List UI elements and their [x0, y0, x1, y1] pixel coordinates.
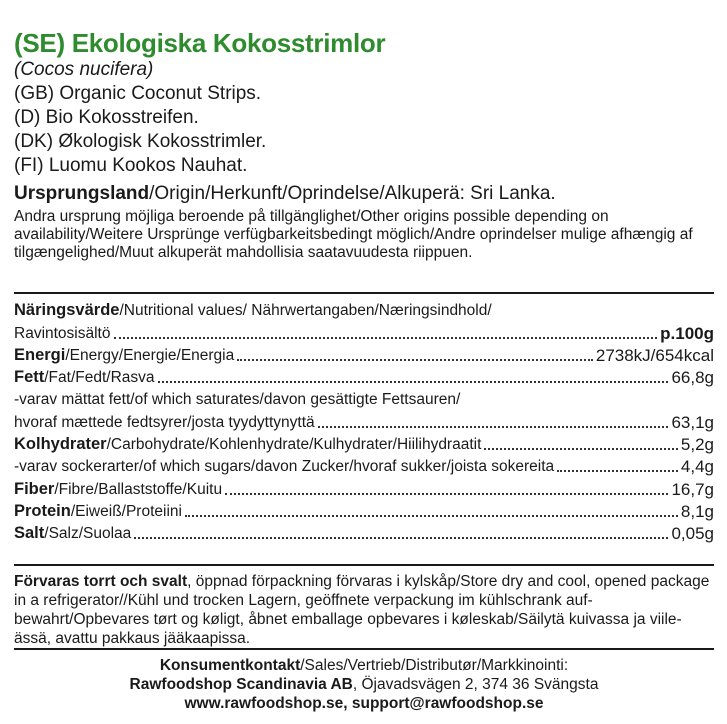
row-value: 66,8g — [671, 368, 714, 388]
table-row — [14, 523, 714, 545]
row-value: 8,1g — [680, 501, 714, 521]
table-row — [14, 501, 714, 523]
row-value: 16,7g — [671, 479, 714, 499]
table-row — [14, 434, 714, 456]
product-title: (SE) Ekologiska Kokosstrimlor — [14, 28, 386, 58]
row-label-bold: Fett — [14, 368, 45, 387]
dot-leader — [484, 448, 678, 450]
company-name: Rawfoodshop Scandinavia AB — [129, 676, 353, 693]
row-value: 5,2g — [680, 435, 714, 455]
storage-instructions — [14, 572, 714, 648]
nutrition-header-rest: /Nutritional values/ Nährwertangaben/Næringsindhold/ — [119, 302, 492, 320]
table-row — [14, 478, 714, 500]
row-label: /Energy/Energie/Energia — [65, 346, 235, 364]
latin-name: (Cocos nucifera) — [14, 59, 154, 80]
name-d: (D) Bio Kokosstreifen. — [14, 107, 199, 128]
origin-label: Ursprungsland — [14, 183, 150, 204]
table-row — [14, 456, 714, 478]
row-label-bold: Salt — [14, 524, 45, 543]
name-fi: (FI) Luomu Kookos Nauhat. — [14, 155, 248, 176]
dot-leader — [158, 381, 669, 383]
company-address: , Öjavadsvägen 2, 374 36 Svängsta — [352, 676, 599, 693]
product-header — [14, 28, 714, 262]
dot-leader — [134, 537, 668, 539]
table-row — [14, 345, 714, 367]
dot-leader — [225, 493, 668, 495]
nutrition-header-bold: Näringsvärde — [14, 301, 120, 320]
storage-bold: Förvaras torrt och svalt — [14, 573, 188, 590]
dot-leader — [318, 426, 669, 428]
table-row-continued — [14, 389, 714, 411]
contact-line-2 — [14, 675, 714, 694]
row-label: /Fat/Fedt/Rasva — [44, 369, 155, 387]
storage-text: , öppnad förpackning förvaras i kylskåp/Store dry and cool, opened package in a refrigerator//Kühl und trocken Lagern, geöffnete verpackung im kühlschrank auf-bewahrt/Opbevares tørt og køligt, åbnet emballage opbevares i køleskab/Säilytä kuivassa ja viile-ässä, avattu pakkaus jääkaapissa. — [14, 573, 710, 647]
row-value: 2738kJ/654kcal — [595, 345, 714, 365]
row-label: /Salz/Suolaa — [44, 525, 132, 543]
dot-leader — [237, 359, 593, 361]
contact-block — [14, 656, 714, 713]
row-label-bold: Energi — [14, 345, 66, 364]
dot-leader — [557, 470, 678, 472]
nutrition-header-line2-text: Ravintosisältö — [14, 324, 111, 342]
contact-line-1 — [14, 656, 714, 675]
nutrition-header — [14, 300, 714, 322]
origin-text: /Origin/Herkunft/Oprindelse/Alkuperä: Sri Lanka. — [149, 183, 556, 204]
row-label: /Carbohydrate/Kohlenhydrate/Kulhydrater/Hiilihydraatit — [106, 436, 482, 454]
contact-line-3 — [14, 694, 714, 713]
website-link[interactable]: www.rawfoodshop.se — [184, 695, 344, 712]
table-row — [14, 411, 714, 433]
nutrition-header-line2 — [14, 322, 714, 344]
divider-bottom — [14, 648, 714, 650]
row-label-bold: Kolhydrater — [14, 435, 107, 454]
row-value: 63,1g — [671, 412, 714, 432]
table-row — [14, 367, 714, 389]
row-label-bold: Protein — [14, 501, 71, 520]
per-100g: p.100g — [660, 323, 714, 343]
email-link[interactable]: support@rawfoodshop.se — [351, 695, 544, 712]
contact-label: Konsumentkontakt — [159, 657, 301, 674]
divider-top — [14, 292, 714, 294]
divider-middle — [14, 564, 714, 566]
row-value: 4,4g — [680, 457, 714, 477]
row-label: /Fibre/Ballaststoffe/Kuitu — [54, 480, 223, 498]
row-label-bold: Fiber — [14, 479, 55, 498]
origin-line — [14, 182, 714, 206]
origin-note: Andra ursprung möjliga beroende på tillgänglighet/Other origins possible depending on availability/Weitere Ursprünge verfügbarkeitsbedingt möglich/Andre oprindelser mulige afhængig af tilgængelighed/Muut alkuperät mahdollisia saatavuudesta riippuen. — [14, 208, 693, 261]
row-label: -varav sockerarter/of which sugars/davon Zucker/hvoraf sukker/joista sokereita — [14, 458, 555, 476]
row-value: 0,05g — [671, 524, 714, 544]
row-label: hvoraf mættede fedtsyrer/josta tyydyttynyttä — [14, 413, 315, 431]
row-label: /Eiweiß/Proteiini — [70, 502, 182, 520]
contact-separator: , — [343, 695, 352, 712]
dot-leader — [114, 337, 658, 339]
name-gb: (GB) Organic Coconut Strips. — [14, 83, 262, 104]
nutrition-table — [14, 300, 714, 545]
dot-leader — [185, 515, 678, 517]
row-label: -varav mättat fett/of which saturates/davon gesättigte Fettsauren/ — [14, 391, 461, 409]
name-dk: (DK) Økologisk Kokosstrimler. — [14, 131, 267, 152]
contact-label-rest: /Sales/Vertrieb/Distributør/Markkinointi: — [300, 657, 569, 674]
